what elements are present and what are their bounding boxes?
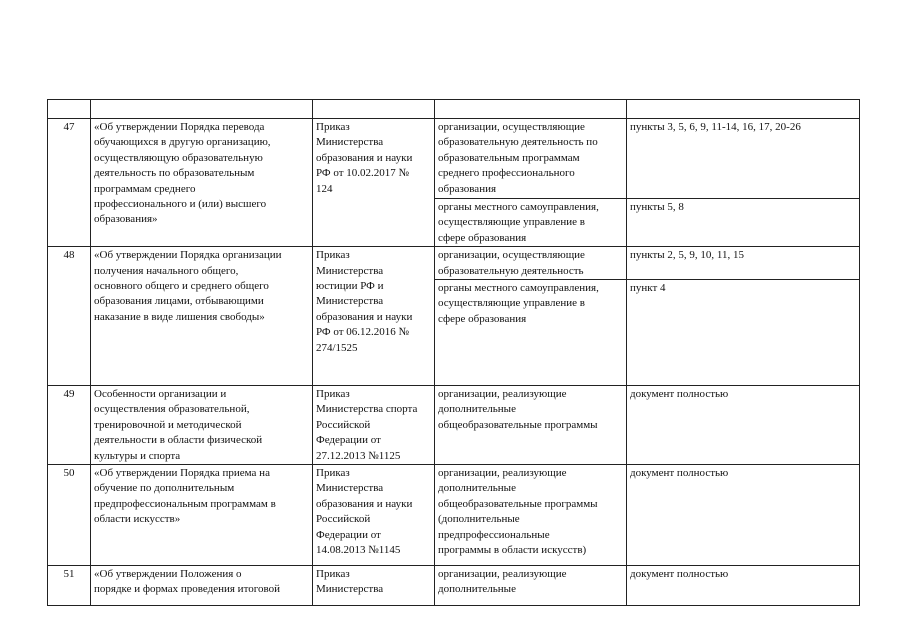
act-items-text: пункты 3, 5, 6, 9, 11-14, 16, 17, 20-26 xyxy=(630,121,801,133)
act-title xyxy=(91,119,313,247)
act-document xyxy=(313,465,435,566)
row-number: 47 xyxy=(48,119,91,247)
act-title xyxy=(91,386,313,465)
act-title-text: «Об утверждении Положения о порядке и формах проведения итоговой xyxy=(94,568,280,596)
act-subjects-text: организации, осуществляющие образовательную деятельность по образовательным программам среднего профессионального образования xyxy=(438,121,598,195)
row-number: 51 xyxy=(48,566,91,606)
table-row xyxy=(48,566,860,606)
act-subjects-text: организации, реализующие дополнительные xyxy=(438,568,567,596)
act-items-text: пункт 4 xyxy=(630,282,666,295)
act-title-text: «Об утверждении Порядка приема на обучение по дополнительным предпрофессиональным программам в области искусств» xyxy=(94,467,276,526)
act-document-text: Приказ Министерства образования и науки РФ от 10.02.2017 № 124 xyxy=(316,121,413,195)
act-subjects-text: организации, реализующие дополнительные общеобразовательные программы xyxy=(438,388,598,431)
act-items xyxy=(627,566,860,606)
act-title xyxy=(91,566,313,606)
act-title-text: Особенности организации и осуществления образовательной, тренировочной и методической деятельности в области физической культуры и спорта xyxy=(94,388,263,462)
act-title xyxy=(91,465,313,566)
act-title xyxy=(91,247,313,386)
header-items-cell xyxy=(627,100,860,119)
act-title-text: «Об утверждении Порядка организации получения начального общего, основного общего и среднего общего образования лицами, отбывающими наказание в виде лишения свободы» xyxy=(94,249,282,323)
act-items xyxy=(627,199,860,247)
act-subjects xyxy=(435,119,627,199)
act-subjects xyxy=(435,199,627,247)
table-row xyxy=(48,247,860,280)
act-subjects-text: органы местного самоуправления, осуществляющие управление в сфере образования xyxy=(438,201,599,244)
act-subjects-text: организации, осуществляющие образовательную деятельность xyxy=(438,249,585,277)
act-items-text: документ полностью xyxy=(630,568,729,581)
header-num-cell xyxy=(48,100,91,119)
act-subjects-text: организации, реализующие дополнительные общеобразовательные программы (дополнительные предпрофессиональные программы в области искусств) xyxy=(438,467,598,557)
act-document xyxy=(313,119,435,247)
table-row xyxy=(48,465,860,566)
header-subjects-cell xyxy=(435,100,627,119)
act-document-text: Приказ Министерства юстиции РФ и Министерства образования и науки РФ от 06.12.2016 № 274/1525 xyxy=(316,249,413,354)
act-items xyxy=(627,386,860,465)
table-header-row xyxy=(48,100,860,119)
act-document-text: Приказ Министерства xyxy=(316,568,384,596)
act-items-text: документ полностью xyxy=(630,467,729,480)
act-document xyxy=(313,247,435,386)
act-items xyxy=(627,119,860,199)
act-title-text: «Об утверждении Порядка перевода обучающихся в другую организацию, осуществляющую образовательную деятельность по образовательным программам среднего профессионального и (или) высшего образования» xyxy=(94,121,271,226)
act-items-text: пункты 2, 5, 9, 10, 11, 15 xyxy=(630,249,745,262)
act-items xyxy=(627,280,860,386)
act-subjects xyxy=(435,566,627,606)
table-row xyxy=(48,386,860,465)
act-document-text: Приказ Министерства спорта Российской Федерации от 27.12.2013 №1125 xyxy=(316,388,418,462)
act-items-text: пункты 5, 8 xyxy=(630,201,684,213)
act-subjects xyxy=(435,280,627,386)
act-subjects xyxy=(435,386,627,465)
act-document-text: Приказ Министерства образования и науки Российской Федерации от 14.08.2013 №1145 xyxy=(316,467,413,557)
act-document xyxy=(313,566,435,606)
table-row xyxy=(48,119,860,199)
row-number: 49 xyxy=(48,386,91,465)
act-document xyxy=(313,386,435,465)
legal-acts-table xyxy=(47,99,860,606)
header-document-cell xyxy=(313,100,435,119)
act-items xyxy=(627,465,860,566)
act-subjects-text: органы местного самоуправления, осуществляющие управление в сфере образования xyxy=(438,282,599,325)
act-items-text: документ полностью xyxy=(630,388,729,401)
act-items xyxy=(627,247,860,280)
row-number: 48 xyxy=(48,247,91,386)
header-title-cell xyxy=(91,100,313,119)
act-subjects xyxy=(435,465,627,566)
row-number: 50 xyxy=(48,465,91,566)
act-subjects xyxy=(435,247,627,280)
